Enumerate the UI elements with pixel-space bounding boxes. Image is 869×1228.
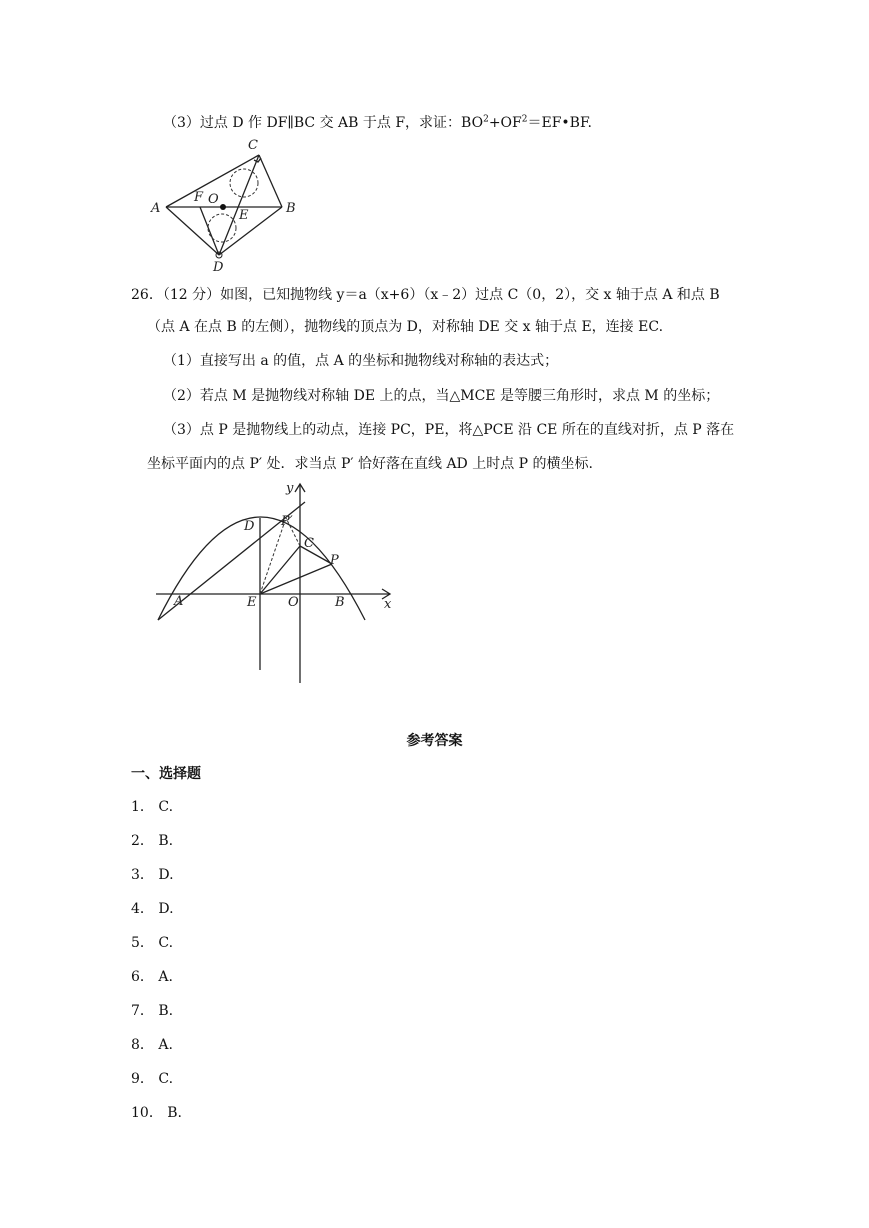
answer-item: 3． D. [131,867,174,883]
label-c: C [304,536,314,551]
parabola-curve [158,517,365,620]
segment-df [200,207,219,255]
section-multiple-choice: 一、选择题 [131,766,201,782]
q26-part3-line2: 坐标平面内的点 P′ 处．求当点 P′ 恰好落在直线 AD 上时点 P 的横坐标. [147,456,594,472]
answer-item: 9． C. [131,1071,174,1087]
label-d: D [213,260,224,275]
figure-parabola [150,478,400,688]
label-e: E [247,595,257,610]
segment-cb [259,155,282,207]
label-p: P [330,553,339,568]
label-p-prime: P′ [281,514,293,529]
q26-line1: 26．（12 分）如图，已知抛物线 y＝a（x+6）（x﹣2）过点 C（0，2），交 x 轴于点 A 和点 B [131,287,720,303]
dashed-circle-lower [208,214,236,242]
answer-item: 8． A. [131,1037,173,1053]
answer-item: 2． B. [131,833,174,849]
label-o: O [208,192,219,207]
label-x: x [384,597,392,612]
answer-item: 10． B. [131,1105,183,1121]
answer-item: 7． B. [131,1003,174,1019]
q26-part1: （1）直接写出 a 的值，点 A 的坐标和抛物线对称轴的表达式； [163,353,559,369]
segment-ep-prime [260,518,286,594]
q26-part3-line1: （3）点 P 是抛物线上的动点，连接 PC，PE，将△PCE 沿 CE 所在的直线对折，点 P 落在 [163,422,735,438]
segment-ep [260,564,332,594]
label-b: B [286,201,296,216]
segment-ad [166,207,219,255]
answer-item: 1． C. [131,799,174,815]
answer-item: 6． A. [131,969,173,985]
label-o: O [288,595,299,610]
label-a: A [151,201,161,216]
label-b: B [335,595,345,610]
label-a: A [174,594,184,609]
figure-quadrilateral [140,135,310,275]
label-e: E [239,208,249,223]
q26-part2: （2）若点 M 是抛物线对称轴 DE 上的点，当△MCE 是等腰三角形时，求点 M 的坐标； [163,388,720,404]
q25-part3-text: （3）过点 D 作 DF∥BC 交 AB 于点 F，求证：$BO^2+OF^2=EF•BF$. [163,114,592,131]
label-f: F [194,190,204,205]
label-y: y [286,481,294,496]
label-d: D [244,519,255,534]
label-c: C [248,138,258,153]
answer-item: 5． C. [131,935,174,951]
point-o [220,204,226,210]
answer-item: 4． D. [131,901,174,917]
q26-line2: （点 A 在点 B 的左侧），抛物线的顶点为 D，对称轴 DE 交 x 轴于点 E，连接 EC. [147,319,664,335]
segment-ec [260,546,300,594]
answers-title: 参考答案 [406,733,463,749]
